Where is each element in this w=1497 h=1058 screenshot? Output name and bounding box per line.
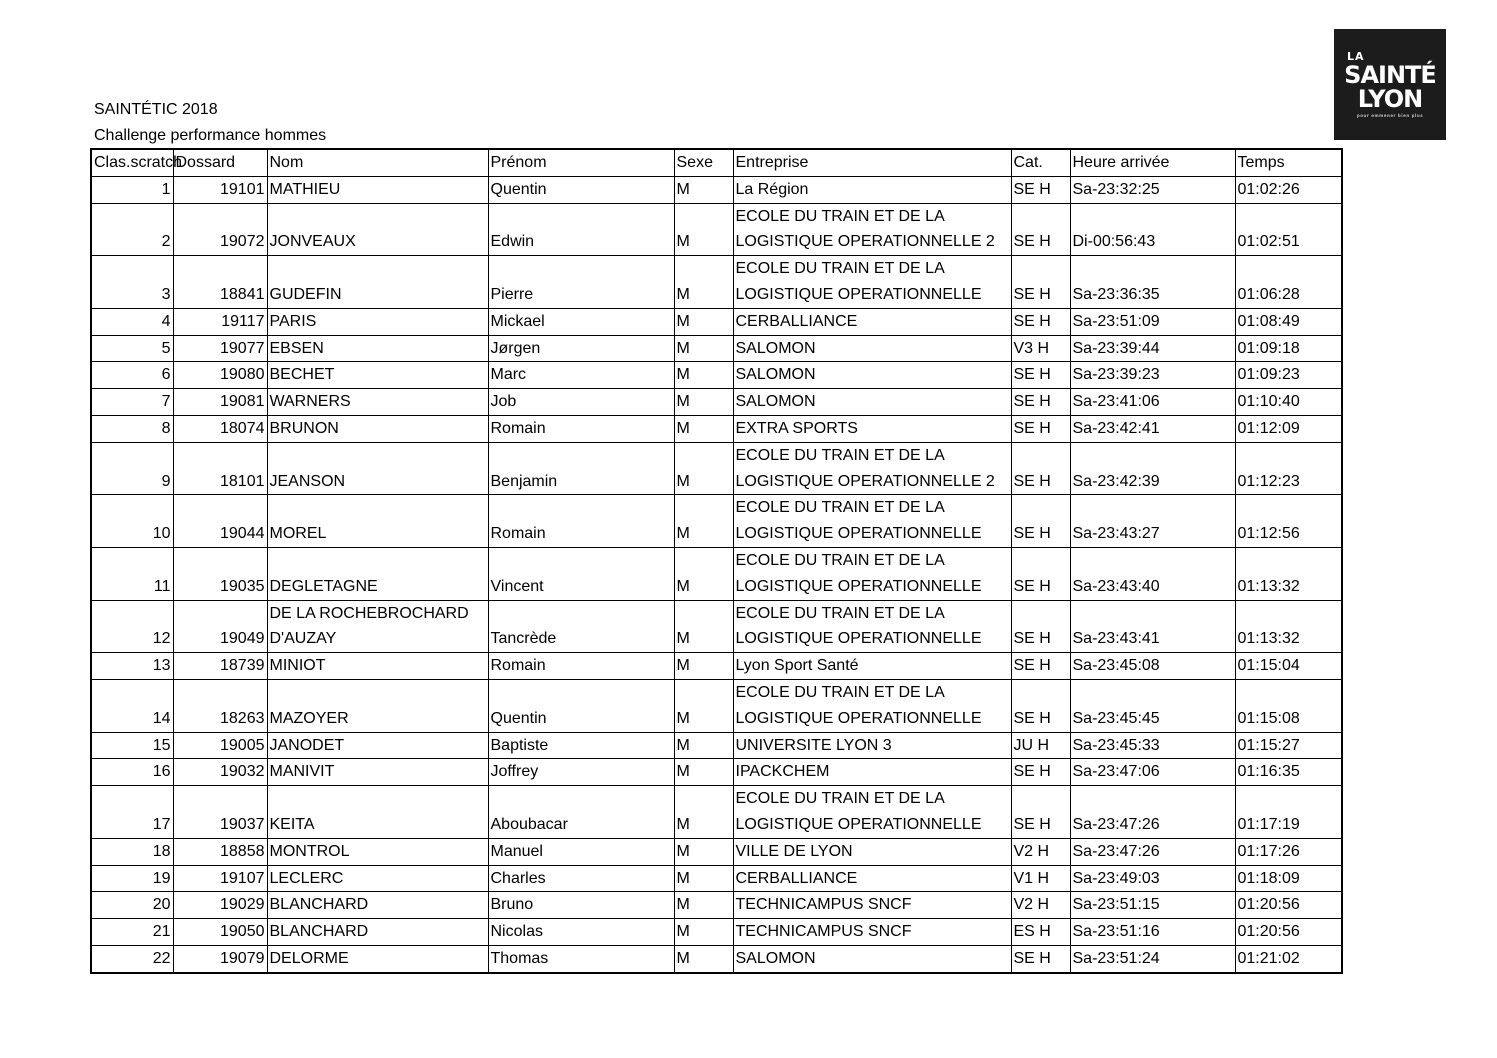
cell-prenom: Romain	[488, 415, 674, 442]
cell-entreprise-line: ECOLE DU TRAIN ET DE LA	[735, 683, 945, 701]
cell-entreprise-line: ECOLE DU TRAIN ET DE LA	[735, 207, 945, 225]
cell-prenom: Romain	[488, 495, 674, 548]
cell-sexe: M	[674, 415, 733, 442]
cell-cat: SE H	[1011, 415, 1070, 442]
cell-rank: 9	[91, 442, 173, 495]
cell-cat: SE H	[1011, 653, 1070, 680]
cell-rank: 16	[91, 759, 173, 786]
cell-nom-line: MONTROL	[269, 842, 350, 860]
cell-temps: 01:15:08	[1235, 679, 1342, 732]
cell-temps: 01:09:18	[1235, 335, 1342, 362]
cell-rank: 3	[91, 256, 173, 309]
cell-entreprise	[733, 176, 1011, 203]
cell-heure: Sa-23:51:09	[1070, 308, 1235, 335]
cell-prenom: Pierre	[488, 256, 674, 309]
cell-entreprise-line: LOGISTIQUE OPERATIONNELLE	[735, 815, 982, 833]
cell-entreprise-line: TECHNICAMPUS SNCF	[735, 896, 912, 914]
cell-nom	[267, 653, 488, 680]
cell-heure: Sa-23:51:24	[1070, 945, 1235, 972]
table-row	[91, 389, 1342, 416]
cell-entreprise	[733, 653, 1011, 680]
cell-entreprise-line: LOGISTIQUE OPERATIONNELLE	[735, 630, 982, 648]
cell-heure: Sa-23:43:27	[1070, 495, 1235, 548]
cell-entreprise-line: SALOMON	[735, 949, 816, 967]
table-row	[91, 732, 1342, 759]
cell-nom	[267, 865, 488, 892]
cell-prenom: Thomas	[488, 945, 674, 972]
cell-prenom: Manuel	[488, 838, 674, 865]
cell-prenom: Vincent	[488, 547, 674, 600]
logo-line-1: LA	[1347, 50, 1365, 63]
cell-entreprise	[733, 389, 1011, 416]
cell-nom	[267, 203, 488, 256]
cell-bib: 19044	[173, 495, 267, 548]
table-row	[91, 495, 1342, 548]
cell-nom-line: BLANCHARD	[269, 923, 369, 941]
cell-nom	[267, 838, 488, 865]
cell-bib: 19005	[173, 732, 267, 759]
cell-entreprise-line: SALOMON	[735, 393, 816, 411]
cell-cat: SE H	[1011, 679, 1070, 732]
cell-entreprise-line: LOGISTIQUE OPERATIONNELLE 2	[735, 472, 995, 490]
cell-temps: 01:17:19	[1235, 786, 1342, 839]
cell-prenom: Bruno	[488, 892, 674, 919]
cell-nom-line: MOREL	[269, 525, 327, 543]
cell-rank: 4	[91, 308, 173, 335]
cell-entreprise-line: ECOLE DU TRAIN ET DE LA	[735, 499, 945, 517]
cell-entreprise-line: SALOMON	[735, 339, 816, 357]
cell-temps: 01:13:32	[1235, 600, 1342, 653]
cell-entreprise-line: CERBALLIANCE	[735, 312, 858, 330]
cell-nom-line: DEGLETAGNE	[269, 577, 378, 595]
cell-heure: Sa-23:42:41	[1070, 415, 1235, 442]
cell-sexe: M	[674, 892, 733, 919]
cell-nom-line: EBSEN	[269, 339, 324, 357]
cell-entreprise	[733, 203, 1011, 256]
cell-entreprise	[733, 865, 1011, 892]
cell-sexe: M	[674, 308, 733, 335]
cell-cat: ES H	[1011, 919, 1070, 946]
cell-cat: SE H	[1011, 203, 1070, 256]
cell-temps: 01:12:23	[1235, 442, 1342, 495]
cell-nom-line: MANIVIT	[269, 763, 335, 781]
cell-entreprise	[733, 308, 1011, 335]
table-row	[91, 442, 1342, 495]
cell-nom-line: PARIS	[269, 312, 317, 330]
cell-bib: 19107	[173, 865, 267, 892]
cell-rank: 11	[91, 547, 173, 600]
table-row	[91, 679, 1342, 732]
cell-heure: Sa-23:47:26	[1070, 838, 1235, 865]
cell-temps: 01:12:09	[1235, 415, 1342, 442]
cell-bib: 19050	[173, 919, 267, 946]
cell-entreprise	[733, 945, 1011, 972]
cell-temps: 01:06:28	[1235, 256, 1342, 309]
cell-rank: 20	[91, 892, 173, 919]
cell-rank: 2	[91, 203, 173, 256]
cell-nom-line: DE LA ROCHEBROCHARD	[269, 604, 469, 622]
cell-entreprise	[733, 732, 1011, 759]
cell-heure: Sa-23:45:08	[1070, 653, 1235, 680]
cell-bib: 19080	[173, 362, 267, 389]
cell-entreprise	[733, 786, 1011, 839]
cell-heure: Sa-23:47:06	[1070, 759, 1235, 786]
cell-entreprise	[733, 892, 1011, 919]
column-header-bib: Dossard	[173, 149, 267, 176]
cell-cat: V2 H	[1011, 838, 1070, 865]
cell-temps: 01:21:02	[1235, 945, 1342, 972]
column-header-heure: Heure arrivée	[1070, 149, 1235, 176]
cell-entreprise	[733, 679, 1011, 732]
cell-heure: Sa-23:41:06	[1070, 389, 1235, 416]
cell-rank: 5	[91, 335, 173, 362]
cell-sexe: M	[674, 945, 733, 972]
results-body	[91, 176, 1342, 972]
cell-entreprise-line: ECOLE DU TRAIN ET DE LA	[735, 551, 945, 569]
cell-nom-line: DELORME	[269, 949, 349, 967]
cell-bib: 19035	[173, 547, 267, 600]
cell-nom	[267, 786, 488, 839]
cell-rank: 15	[91, 732, 173, 759]
cell-rank: 14	[91, 679, 173, 732]
cell-heure: Sa-23:43:41	[1070, 600, 1235, 653]
cell-heure: Di-00:56:43	[1070, 203, 1235, 256]
cell-entreprise-line: EXTRA SPORTS	[735, 419, 858, 437]
cell-temps: 01:10:40	[1235, 389, 1342, 416]
cell-nom	[267, 679, 488, 732]
cell-nom	[267, 415, 488, 442]
table-row	[91, 838, 1342, 865]
cell-nom-line: MINIOT	[269, 657, 326, 675]
cell-temps: 01:08:49	[1235, 308, 1342, 335]
cell-heure: Sa-23:47:26	[1070, 786, 1235, 839]
logo-line-2: SAINTÉ	[1344, 61, 1436, 89]
cell-nom-line: WARNERS	[269, 393, 351, 411]
cell-temps: 01:02:26	[1235, 176, 1342, 203]
cell-heure: Sa-23:51:16	[1070, 919, 1235, 946]
cell-sexe: M	[674, 865, 733, 892]
cell-bib: 19077	[173, 335, 267, 362]
cell-entreprise	[733, 600, 1011, 653]
header-row	[91, 149, 1342, 176]
cell-heure: Sa-23:42:39	[1070, 442, 1235, 495]
table-row	[91, 892, 1342, 919]
cell-cat: SE H	[1011, 786, 1070, 839]
cell-sexe: M	[674, 786, 733, 839]
cell-entreprise-line: LOGISTIQUE OPERATIONNELLE	[735, 577, 982, 595]
cell-cat: V3 H	[1011, 335, 1070, 362]
cell-rank: 8	[91, 415, 173, 442]
cell-heure: Sa-23:43:40	[1070, 547, 1235, 600]
cell-prenom: Charles	[488, 865, 674, 892]
cell-bib: 19032	[173, 759, 267, 786]
cell-rank: 1	[91, 176, 173, 203]
cell-rank: 7	[91, 389, 173, 416]
cell-bib: 18101	[173, 442, 267, 495]
cell-entreprise	[733, 415, 1011, 442]
cell-temps: 01:16:35	[1235, 759, 1342, 786]
document-subtitle: Challenge performance hommes	[94, 127, 327, 144]
cell-prenom: Aboubacar	[488, 786, 674, 839]
cell-nom	[267, 547, 488, 600]
cell-cat: V1 H	[1011, 865, 1070, 892]
cell-entreprise-line: ECOLE DU TRAIN ET DE LA	[735, 446, 945, 464]
cell-sexe: M	[674, 919, 733, 946]
column-header-entreprise: Entreprise	[733, 149, 1011, 176]
cell-heure: Sa-23:51:15	[1070, 892, 1235, 919]
cell-entreprise-line: ECOLE DU TRAIN ET DE LA	[735, 604, 945, 622]
cell-entreprise	[733, 759, 1011, 786]
cell-cat: SE H	[1011, 362, 1070, 389]
table-row	[91, 945, 1342, 972]
cell-nom	[267, 176, 488, 203]
cell-entreprise-line: Lyon Sport Santé	[735, 657, 859, 675]
cell-entreprise	[733, 495, 1011, 548]
cell-sexe: M	[674, 653, 733, 680]
cell-bib: 19079	[173, 945, 267, 972]
table-row	[91, 176, 1342, 203]
cell-entreprise	[733, 442, 1011, 495]
cell-entreprise	[733, 256, 1011, 309]
logo-line-3: LYON	[1357, 85, 1423, 113]
cell-rank: 13	[91, 653, 173, 680]
cell-entreprise-line: ECOLE DU TRAIN ET DE LA	[735, 790, 945, 808]
table-row	[91, 786, 1342, 839]
cell-nom-line: GUDEFIN	[269, 285, 342, 303]
logo-tagline: pour emmener bien plus	[1356, 113, 1424, 118]
cell-prenom: Benjamin	[488, 442, 674, 495]
table-row	[91, 335, 1342, 362]
cell-rank: 17	[91, 786, 173, 839]
table-row	[91, 256, 1342, 309]
cell-heure: Sa-23:49:03	[1070, 865, 1235, 892]
cell-cat: SE H	[1011, 547, 1070, 600]
cell-heure: Sa-23:39:44	[1070, 335, 1235, 362]
cell-nom-line: BRUNON	[269, 419, 339, 437]
cell-prenom: Romain	[488, 653, 674, 680]
cell-temps: 01:12:56	[1235, 495, 1342, 548]
cell-nom	[267, 732, 488, 759]
cell-rank: 6	[91, 362, 173, 389]
cell-bib: 18841	[173, 256, 267, 309]
column-header-nom: Nom	[267, 149, 488, 176]
cell-sexe: M	[674, 362, 733, 389]
cell-cat: SE H	[1011, 389, 1070, 416]
cell-bib: 19081	[173, 389, 267, 416]
cell-prenom: Baptiste	[488, 732, 674, 759]
cell-heure: Sa-23:45:45	[1070, 679, 1235, 732]
cell-nom	[267, 362, 488, 389]
cell-heure: Sa-23:32:25	[1070, 176, 1235, 203]
cell-sexe: M	[674, 547, 733, 600]
cell-prenom: Quentin	[488, 679, 674, 732]
cell-prenom: Quentin	[488, 176, 674, 203]
column-header-prenom: Prénom	[488, 149, 674, 176]
column-header-sexe: Sexe	[674, 149, 733, 176]
cell-entreprise-line: LOGISTIQUE OPERATIONNELLE	[735, 709, 982, 727]
cell-nom-line: LECLERC	[269, 869, 344, 887]
table-row	[91, 600, 1342, 653]
cell-nom	[267, 335, 488, 362]
cell-sexe: M	[674, 838, 733, 865]
cell-bib: 19101	[173, 176, 267, 203]
cell-prenom: Job	[488, 389, 674, 416]
cell-nom	[267, 919, 488, 946]
cell-sexe: M	[674, 176, 733, 203]
cell-cat: SE H	[1011, 945, 1070, 972]
cell-prenom: Marc	[488, 362, 674, 389]
cell-sexe: M	[674, 442, 733, 495]
cell-sexe: M	[674, 335, 733, 362]
cell-bib: 19029	[173, 892, 267, 919]
cell-temps: 01:20:56	[1235, 919, 1342, 946]
table-row	[91, 203, 1342, 256]
cell-nom-line: JONVEAUX	[269, 233, 356, 251]
cell-prenom: Edwin	[488, 203, 674, 256]
cell-bib: 18739	[173, 653, 267, 680]
table-row	[91, 919, 1342, 946]
cell-nom-line: JANODET	[269, 736, 345, 754]
column-header-cat: Cat.	[1011, 149, 1070, 176]
column-header-temps: Temps	[1235, 149, 1342, 176]
cell-sexe: M	[674, 256, 733, 309]
cell-nom-line: JEANSON	[269, 472, 346, 490]
cell-bib: 19117	[173, 308, 267, 335]
cell-temps: 01:15:27	[1235, 732, 1342, 759]
cell-rank: 12	[91, 600, 173, 653]
cell-bib: 19072	[173, 203, 267, 256]
cell-temps: 01:02:51	[1235, 203, 1342, 256]
cell-entreprise	[733, 547, 1011, 600]
table-row	[91, 759, 1342, 786]
cell-rank: 18	[91, 838, 173, 865]
cell-cat: V2 H	[1011, 892, 1070, 919]
cell-prenom: Tancrède	[488, 600, 674, 653]
cell-nom-line: MAZOYER	[269, 709, 349, 727]
cell-cat: SE H	[1011, 759, 1070, 786]
table-row	[91, 547, 1342, 600]
cell-entreprise	[733, 919, 1011, 946]
cell-nom-line: BECHET	[269, 366, 335, 384]
cell-entreprise	[733, 838, 1011, 865]
cell-entreprise-line: LOGISTIQUE OPERATIONNELLE	[735, 285, 982, 303]
cell-nom	[267, 389, 488, 416]
cell-nom	[267, 945, 488, 972]
cell-cat: JU H	[1011, 732, 1070, 759]
cell-temps: 01:13:32	[1235, 547, 1342, 600]
cell-bib: 18263	[173, 679, 267, 732]
cell-nom	[267, 759, 488, 786]
cell-nom	[267, 442, 488, 495]
cell-temps: 01:18:09	[1235, 865, 1342, 892]
cell-entreprise-line: IPACKCHEM	[735, 763, 830, 781]
cell-sexe: M	[674, 389, 733, 416]
table-row	[91, 415, 1342, 442]
cell-entreprise	[733, 362, 1011, 389]
cell-temps: 01:09:23	[1235, 362, 1342, 389]
cell-rank: 21	[91, 919, 173, 946]
cell-entreprise-line: CERBALLIANCE	[735, 869, 858, 887]
cell-sexe: M	[674, 203, 733, 256]
cell-entreprise-line: UNIVERSITE LYON 3	[735, 736, 892, 754]
cell-entreprise-line: La Région	[735, 180, 809, 198]
cell-rank: 22	[91, 945, 173, 972]
cell-cat: SE H	[1011, 442, 1070, 495]
cell-prenom: Nicolas	[488, 919, 674, 946]
cell-temps: 01:15:04	[1235, 653, 1342, 680]
cell-entreprise-line: LOGISTIQUE OPERATIONNELLE	[735, 525, 982, 543]
table-row	[91, 308, 1342, 335]
cell-bib: 18074	[173, 415, 267, 442]
cell-nom	[267, 308, 488, 335]
cell-entreprise-line: SALOMON	[735, 366, 816, 384]
cell-heure: Sa-23:45:33	[1070, 732, 1235, 759]
cell-entreprise-line: ECOLE DU TRAIN ET DE LA	[735, 260, 945, 278]
cell-nom-line: D'AUZAY	[269, 630, 337, 648]
cell-rank: 10	[91, 495, 173, 548]
cell-nom	[267, 256, 488, 309]
cell-sexe: M	[674, 495, 733, 548]
cell-temps: 01:20:56	[1235, 892, 1342, 919]
document-title: SAINTÉTIC 2018	[94, 101, 218, 118]
cell-nom-line: BLANCHARD	[269, 896, 369, 914]
cell-temps: 01:17:26	[1235, 838, 1342, 865]
cell-sexe: M	[674, 600, 733, 653]
cell-prenom: Mickael	[488, 308, 674, 335]
results-table	[90, 148, 1343, 974]
cell-sexe: M	[674, 759, 733, 786]
cell-cat: SE H	[1011, 600, 1070, 653]
cell-bib: 19037	[173, 786, 267, 839]
cell-cat: SE H	[1011, 308, 1070, 335]
cell-cat: SE H	[1011, 176, 1070, 203]
cell-nom	[267, 892, 488, 919]
cell-entreprise-line: LOGISTIQUE OPERATIONNELLE 2	[735, 233, 995, 251]
cell-rank: 19	[91, 865, 173, 892]
cell-prenom: Joffrey	[488, 759, 674, 786]
cell-heure: Sa-23:36:35	[1070, 256, 1235, 309]
cell-sexe: M	[674, 732, 733, 759]
cell-nom	[267, 495, 488, 548]
cell-cat: SE H	[1011, 256, 1070, 309]
cell-entreprise-line: TECHNICAMPUS SNCF	[735, 923, 912, 941]
cell-entreprise-line: VILLE DE LYON	[735, 842, 853, 860]
cell-sexe: M	[674, 679, 733, 732]
cell-nom	[267, 600, 488, 653]
cell-cat: SE H	[1011, 495, 1070, 548]
cell-heure: Sa-23:39:23	[1070, 362, 1235, 389]
cell-nom-line: MATHIEU	[269, 180, 341, 198]
sainte-lyon-logo	[1334, 29, 1446, 140]
table-row	[91, 653, 1342, 680]
cell-bib: 18858	[173, 838, 267, 865]
cell-nom-line: KEITA	[269, 815, 315, 833]
cell-prenom: Jørgen	[488, 335, 674, 362]
cell-entreprise	[733, 335, 1011, 362]
table-row	[91, 865, 1342, 892]
cell-bib: 19049	[173, 600, 267, 653]
table-row	[91, 362, 1342, 389]
column-header-rank: Clas.scratch	[91, 149, 173, 176]
